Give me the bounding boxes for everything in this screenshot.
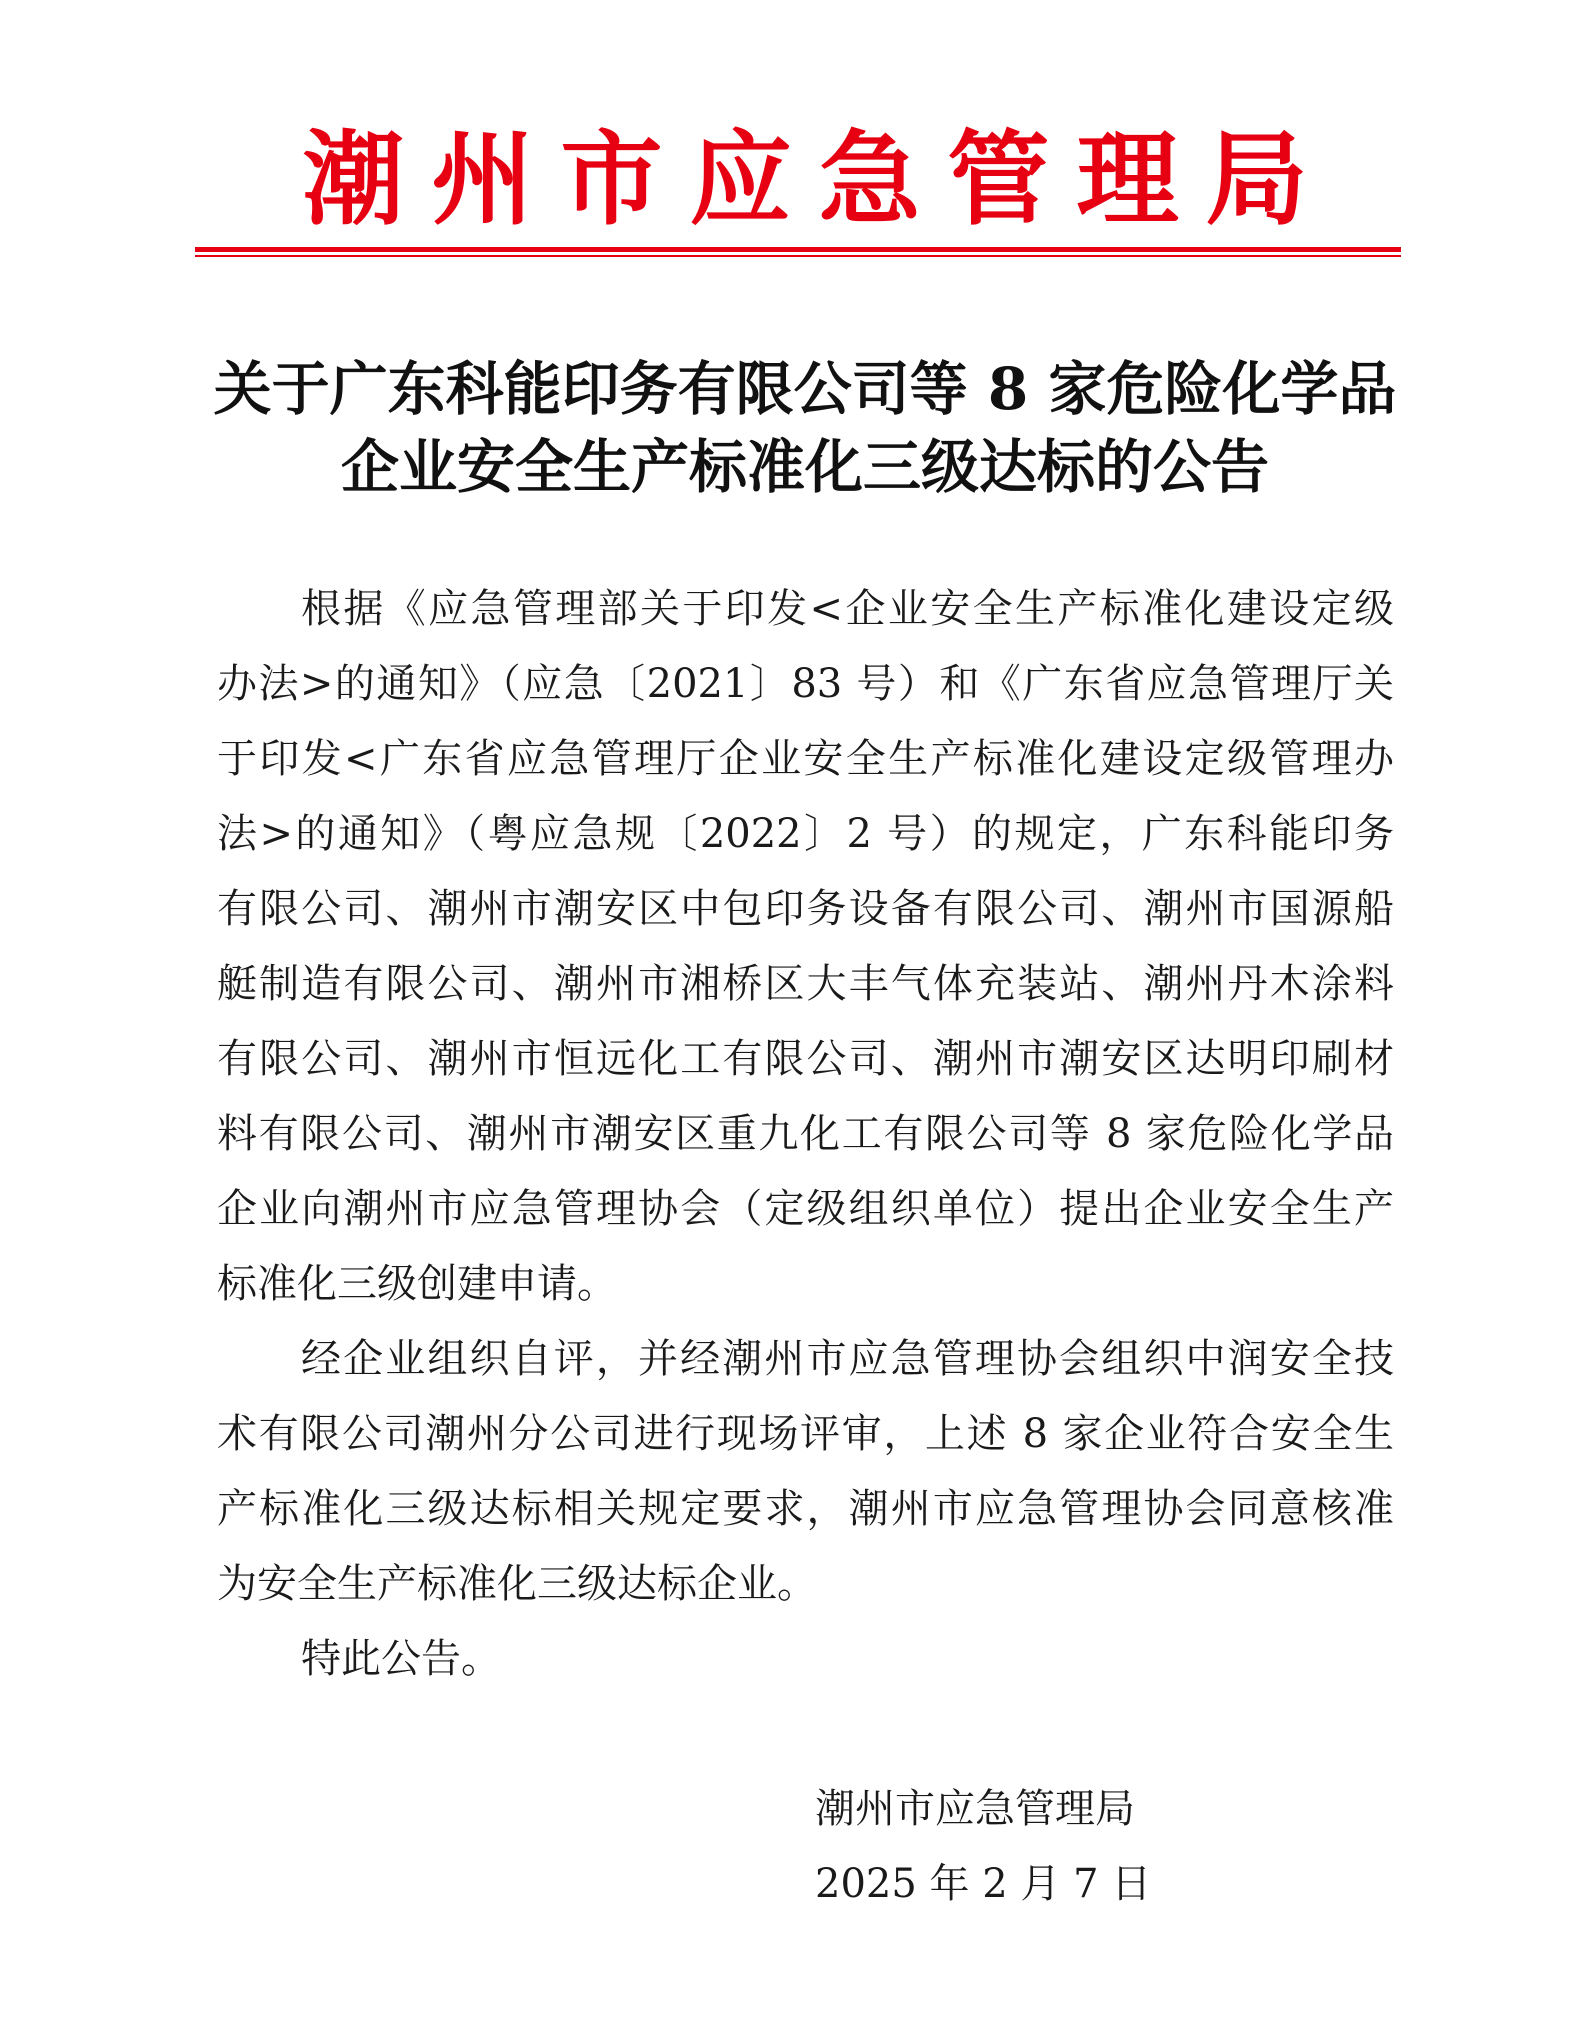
signature-issuer: 潮州市应急管理局 bbox=[815, 1786, 1135, 1832]
notice-body bbox=[217, 572, 1394, 1697]
body-line: 产标准化三级达标相关规定要求，潮州市应急管理协会同意核准 bbox=[217, 1486, 1394, 1532]
closing-text: 特此公告。 bbox=[301, 1636, 501, 1682]
body-line: 于印发<广东省应急管理厅企业安全生产标准化建设定级管理办 bbox=[217, 736, 1394, 782]
letterhead-agency-name: 潮州市应急管理局 bbox=[302, 120, 1335, 240]
body-line: 根据《应急管理部关于印发<企业安全生产标准化建设定级 bbox=[301, 586, 1394, 632]
body-line: 为安全生产标准化三级达标企业。 bbox=[217, 1561, 817, 1607]
title-line: 关于广东科能印务有限公司等 8 家危险化学品 bbox=[213, 355, 1397, 423]
body-line: 有限公司、潮州市潮安区中包印务设备有限公司、潮州市国源船 bbox=[217, 886, 1394, 932]
body-line: 法>的通知》（粤应急规〔2022〕2 号）的规定，广东科能印务 bbox=[217, 811, 1394, 857]
body-line: 标准化三级创建申请。 bbox=[217, 1261, 617, 1307]
notice-title bbox=[160, 350, 1450, 506]
signature-block bbox=[815, 1772, 1151, 1922]
letterhead-rule-thin bbox=[195, 255, 1401, 257]
body-line: 术有限公司潮州分公司进行现场评审，上述 8 家企业符合安全生 bbox=[217, 1411, 1394, 1457]
body-line: 经企业组织自评，并经潮州市应急管理协会组织中润安全技 bbox=[301, 1336, 1394, 1382]
paragraph bbox=[217, 572, 1394, 1322]
body-line: 办法>的通知》（应急〔2021〕83 号）和《广东省应急管理厅关 bbox=[217, 661, 1394, 707]
paragraph bbox=[217, 1322, 1394, 1622]
body-line: 企业向潮州市应急管理协会（定级组织单位）提出企业安全生产 bbox=[217, 1186, 1394, 1232]
body-line: 艇制造有限公司、潮州市湘桥区大丰气体充装站、潮州丹木涂料 bbox=[217, 961, 1394, 1007]
body-line: 料有限公司、潮州市潮安区重九化工有限公司等 8 家危险化学品 bbox=[217, 1111, 1394, 1157]
title-line: 企业安全生产标准化三级达标的公告 bbox=[340, 433, 1269, 501]
body-line: 有限公司、潮州市恒远化工有限公司、潮州市潮安区达明印刷材 bbox=[217, 1036, 1394, 1082]
signature-date: 2025 年 2 月 7 日 bbox=[815, 1861, 1152, 1907]
letterhead-rule-thick bbox=[195, 247, 1401, 252]
